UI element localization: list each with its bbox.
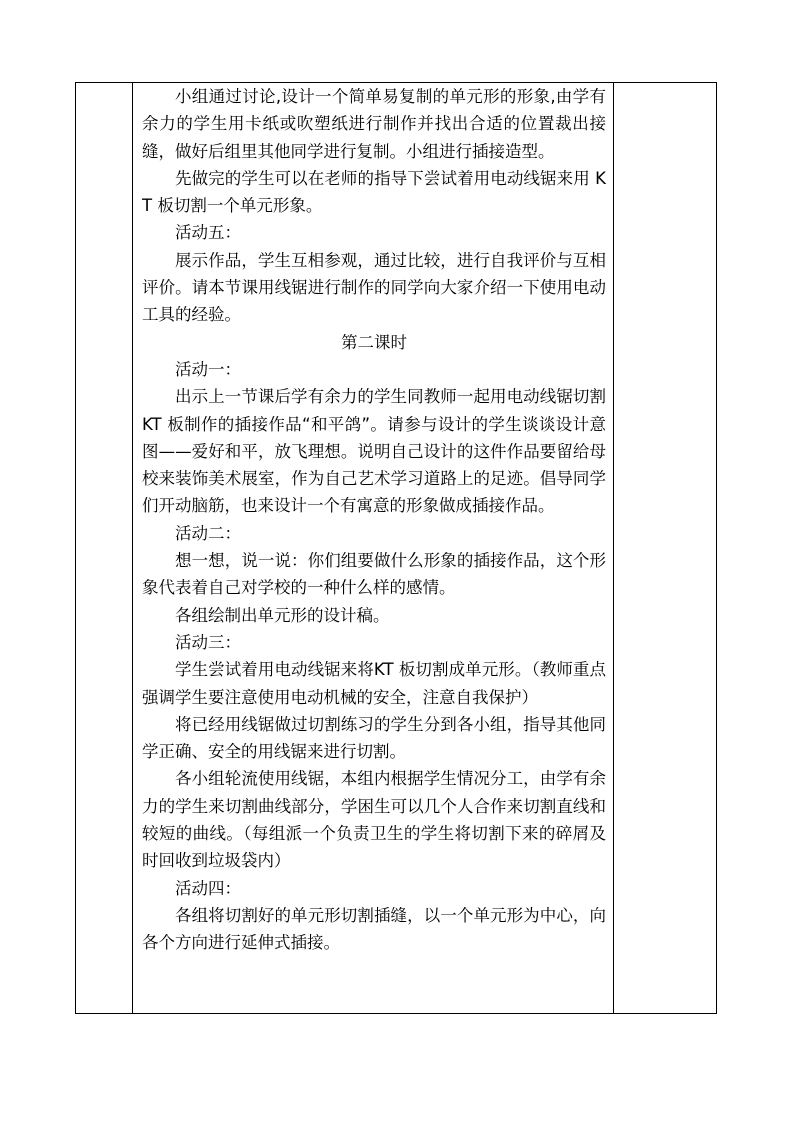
paragraph: 将已经用线锯做过切割练习的学生分到各小组，指导其他同学正确、安全的用线锯来进行切割。 xyxy=(142,714,606,762)
activity-content-cell xyxy=(142,83,606,957)
paragraph: 展示作品，学生互相参观，通过比较，进行自我评价与互相评价。请本节课用线锯进行制作的同学向大家介绍一下使用电动工具的经验。 xyxy=(142,250,606,325)
paragraph: 先做完的学生可以在老师的指导下尝试着用电动线锯来用 KT 板切割一个单元形象。 xyxy=(142,168,606,216)
table-divider-2 xyxy=(613,83,614,1013)
section-title: 第二课时 xyxy=(341,332,407,352)
table-divider-1 xyxy=(132,83,133,1013)
activity-heading: 活动三： xyxy=(175,632,241,652)
activity-heading: 活动二： xyxy=(175,523,241,543)
activity-heading: 活动五： xyxy=(175,223,241,243)
activity-heading: 活动一： xyxy=(175,359,241,379)
paragraph: 各组将切割好的单元形切割插缝，以一个单元形为中心，向各个方向进行延伸式插接。 xyxy=(142,905,606,953)
paragraph: 各小组轮流使用线锯，本组内根据学生情况分工，由学有余力的学生来切割曲线部分，学困生可以几个人合作来切割直线和较短的曲线。（每组派一个负责卫生的学生将切割下来的碎屑及时回收到垃圾袋内） xyxy=(142,769,606,871)
paragraph: 各组绘制出单元形的设计稿。 xyxy=(175,605,390,625)
paragraph: 小组通过讨论,设计一个简单易复制的单元形的形象,由学有余力的学生用卡纸或吹塑纸进行制作并找出合适的位置裁出接缝，做好后组里其他同学进行复制。小组进行插接造型。 xyxy=(142,87,606,161)
table-border-left xyxy=(75,83,76,1013)
lesson-plan-table xyxy=(75,82,717,1014)
table-border-right xyxy=(716,83,717,1013)
paragraph: 学生尝试着用电动线锯来将KT 板切割成单元形。（教师重点强调学生要注意使用电动机械的安全，注意自我保护） xyxy=(142,660,606,707)
paragraph: 想一想，说一说：你们组要做什么形象的插接作品，这个形象代表着自己对学校的一种什么样的感情。 xyxy=(142,551,606,598)
paragraph: 出示上一节课后学有余力的学生同教师一起用电动线锯切割 KT 板制作的插接作品“和平鸽”。请参与设计的学生谈谈设计意图——爱好和平，放飞理想。说明自己设计的这件作品要留给母校来装饰美术展室，作为自己艺术学习道路上的足迹。倡导同学们开动脑筋，也来设计一个有寓意的形象做成插接作品。 xyxy=(142,387,606,516)
activity-heading: 活动四： xyxy=(175,878,241,898)
